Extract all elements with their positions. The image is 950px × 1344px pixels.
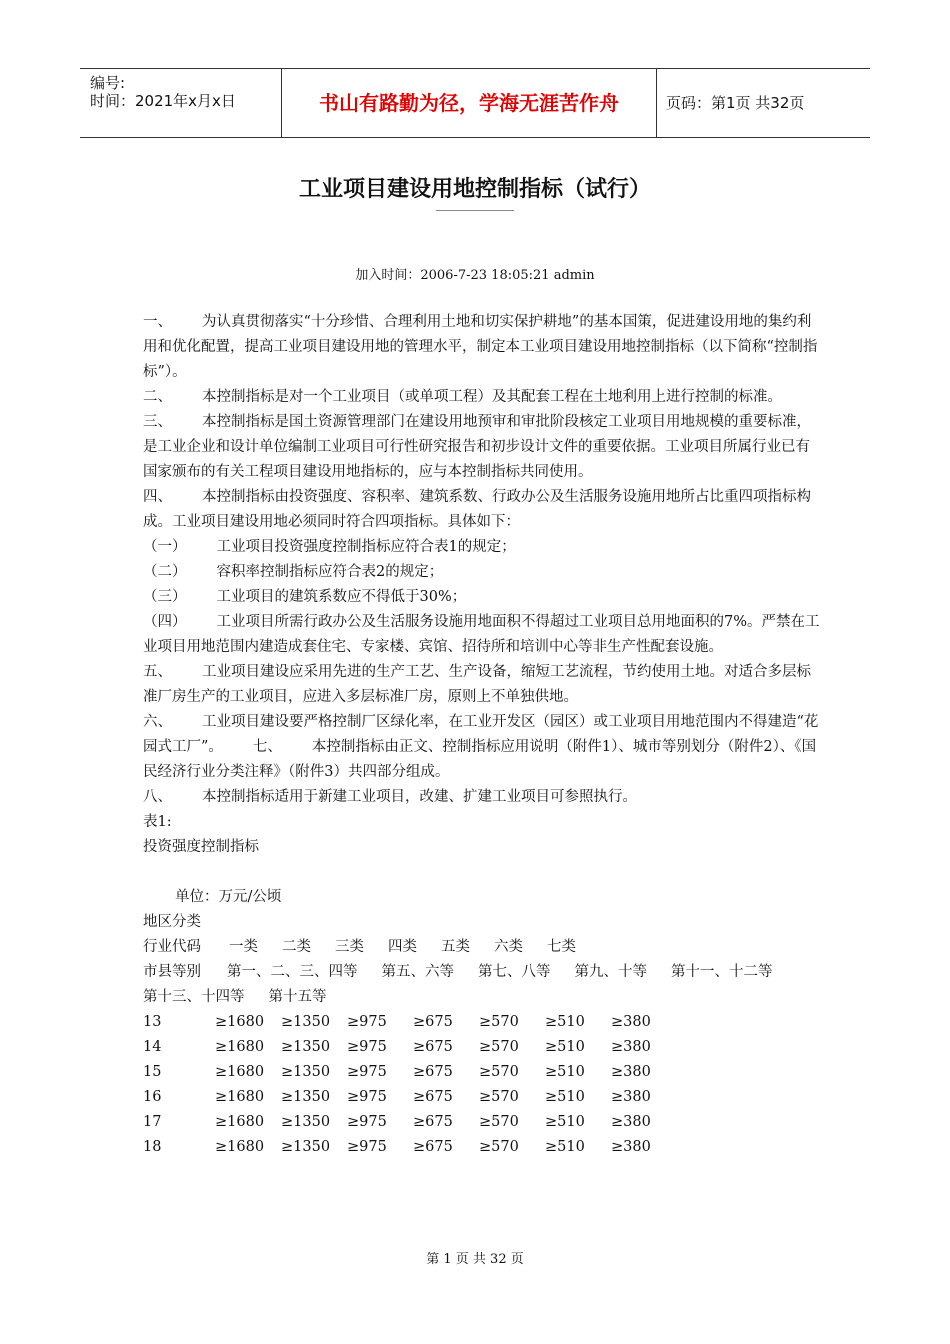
table-cell: ≥975 — [347, 1114, 387, 1130]
table-cell: ≥675 — [413, 1089, 453, 1105]
table-cell: ≥510 — [545, 1014, 585, 1030]
paragraph-text: 本控制指标适用于新建工业项目，改建、扩建工业项目可参照执行。 — [202, 789, 637, 805]
paragraph-number: 六、 — [143, 714, 172, 730]
table-cell: ≥510 — [545, 1139, 585, 1155]
table-cell: ≥1680 — [215, 1064, 265, 1080]
class-header-cell: 一类 — [229, 939, 258, 955]
table-cell: ≥380 — [611, 1089, 651, 1105]
paragraph — [143, 535, 823, 560]
table-cell: ≥570 — [479, 1064, 519, 1080]
city-grade-row — [143, 960, 823, 1010]
table-cell: ≥1680 — [215, 1139, 265, 1155]
paragraph — [143, 310, 823, 385]
doc-number-label: 编号: — [90, 74, 126, 92]
table-cell: ≥675 — [413, 1039, 453, 1055]
city-grade-cell: 第十三、十四等 — [143, 989, 245, 1005]
table-cell: ≥380 — [611, 1014, 651, 1030]
table-cell: ≥1680 — [215, 1014, 265, 1030]
class-header-cell: 三类 — [335, 939, 364, 955]
paragraph-text: 工业项目的建筑系数应不得低于30%； — [216, 589, 467, 605]
industry-code-cell: 13 — [143, 1014, 162, 1030]
table-cell: ≥975 — [347, 1014, 387, 1030]
paragraph-number: 三、 — [143, 414, 172, 430]
page-footer: 第 1 页 共 32 页 — [426, 1252, 524, 1267]
paragraph-number: （三） — [143, 589, 187, 605]
table-row — [143, 1010, 823, 1035]
table-cell: ≥1350 — [281, 1064, 331, 1080]
table-cell: ≥1350 — [281, 1014, 331, 1030]
paragraph — [143, 485, 823, 535]
city-grade-cell: 第七、八等 — [478, 964, 551, 980]
industry-code-cell: 18 — [143, 1139, 162, 1155]
table-name: 投资强度控制指标 — [143, 839, 259, 855]
city-grade-label: 市县等别 — [143, 964, 201, 980]
table-label: 表1: — [143, 814, 172, 830]
table-row — [143, 1035, 823, 1060]
class-header-cell: 六类 — [494, 939, 523, 955]
paragraph-number: 二、 — [143, 389, 172, 405]
title-underline — [436, 210, 514, 211]
table-cell: ≥675 — [413, 1114, 453, 1130]
table-unit: 单位：万元/公顷 — [175, 889, 282, 905]
paragraph-text: 本控制指标是国土资源管理部门在建设用地预审和审批阶段核定工业项目用地规模的重要标准，是工业企业和设计单位编制工业项目可行性研究报告和初步设计文件的重要依据。工业项目所属行业已有国家颁布的有关工程项目建设用地指标的，应与本控制指标共同使用。 — [143, 414, 811, 480]
table-cell: ≥675 — [413, 1139, 453, 1155]
table-cell: ≥510 — [545, 1039, 585, 1055]
industry-code-cell: 14 — [143, 1039, 162, 1055]
table-cell: ≥570 — [479, 1014, 519, 1030]
paragraph-number: （一） — [143, 539, 187, 555]
paragraph — [143, 660, 823, 710]
paragraph-number: 八、 — [143, 789, 172, 805]
paragraph-number: 五、 — [143, 664, 172, 680]
industry-code-cell: 15 — [143, 1064, 162, 1080]
class-header-cell: 二类 — [282, 939, 311, 955]
city-grade-cell: 第九、十等 — [574, 964, 647, 980]
paragraph — [143, 785, 823, 810]
table-cell: ≥975 — [347, 1039, 387, 1055]
paragraph-text: 工业项目投资强度控制指标应符合表1的规定； — [216, 539, 516, 555]
table-cell: ≥380 — [611, 1064, 651, 1080]
paragraph — [143, 585, 823, 610]
page-header — [80, 68, 870, 138]
document-meta: 加入时间：2006-7-23 18:05:21 admin — [355, 268, 595, 283]
table-cell: ≥380 — [611, 1114, 651, 1130]
paragraph — [143, 560, 823, 585]
table-cell: ≥380 — [611, 1139, 651, 1155]
class-header-row — [143, 935, 823, 960]
table-cell: ≥570 — [479, 1089, 519, 1105]
paragraph — [143, 610, 823, 660]
class-header-cell: 七类 — [547, 939, 576, 955]
header-page-info: 页码：第1页 共32页 — [666, 94, 805, 112]
city-grade-cell: 第五、六等 — [381, 964, 454, 980]
industry-code-label: 行业代码 — [143, 939, 201, 955]
table-cell: ≥975 — [347, 1139, 387, 1155]
paragraph-text: 工业项目建设要严格控制厂区绿化率，在工业开发区（园区）或工业项目用地范围内不得建造“花园式工厂”。 — [143, 714, 819, 755]
table-row — [143, 1110, 823, 1135]
industry-code-cell: 16 — [143, 1089, 162, 1105]
city-grade-cell: 第十五等 — [268, 989, 327, 1005]
table-cell: ≥380 — [611, 1039, 651, 1055]
header-motto: 书山有路勤为径，学海无涯苦作舟 — [282, 69, 657, 137]
table-cell: ≥975 — [347, 1064, 387, 1080]
table-cell: ≥570 — [479, 1114, 519, 1130]
table-cell: ≥510 — [545, 1114, 585, 1130]
document-body — [143, 310, 823, 1160]
paragraph-number: 七、 — [252, 739, 282, 755]
paragraph-text: 工业项目所需行政办公及生活服务设施用地面积不得超过工业项目总用地面积的7%。严禁在工业项目用地范围内建造成套住宅、专家楼、宾馆、招待所和培训中心等非生产性配套设施。 — [143, 614, 820, 655]
paragraph — [143, 410, 823, 485]
table-cell: ≥510 — [545, 1064, 585, 1080]
paragraph-text: 容积率控制指标应符合表2的规定； — [216, 564, 444, 580]
region-label: 地区分类 — [143, 914, 201, 930]
city-grade-cell: 第一、二、三、四等 — [227, 964, 358, 980]
table-cell: ≥1680 — [215, 1039, 265, 1055]
city-grade-cell: 第十一、十二等 — [671, 964, 773, 980]
header-info-cell — [80, 69, 282, 137]
table-cell: ≥570 — [479, 1039, 519, 1055]
table-cell: ≥975 — [347, 1089, 387, 1105]
class-header-cell: 五类 — [441, 939, 470, 955]
paragraph-number: 四、 — [143, 489, 172, 505]
table-cell: ≥570 — [479, 1139, 519, 1155]
paragraph-number: 一、 — [143, 314, 172, 330]
paragraph-text: 本控制指标是对一个工业项目（或单项工程）及其配套工程在土地利用上进行控制的标准。 — [202, 389, 782, 405]
paragraph-text: 工业项目建设应采用先进的生产工艺、生产设备，缩短工艺流程，节约使用土地。对适合多层标准厂房生产的工业项目，应进入多层标准厂房，原则上不单独供地。 — [143, 664, 811, 705]
paragraph-text: 为认真贯彻落实“十分珍惜、合理利用土地和切实保护耕地”的基本国策，促进建设用地的集约利用和优化配置，提高工业项目建设用地的管理水平，制定本工业项目建设用地控制指标（以下简称“控制指标”）。 — [143, 314, 818, 380]
industry-code-cell: 17 — [143, 1114, 162, 1130]
doc-time-label: 时间：2021年x月x日 — [90, 92, 236, 110]
table-cell: ≥1680 — [215, 1089, 265, 1105]
table-cell: ≥1350 — [281, 1039, 331, 1055]
paragraph-list — [143, 310, 823, 810]
table-body — [143, 1010, 823, 1160]
paragraph-number: （四） — [143, 614, 187, 630]
class-header-cell: 四类 — [388, 939, 417, 955]
table-row — [143, 1060, 823, 1085]
table-cell: ≥1350 — [281, 1089, 331, 1105]
paragraph — [143, 385, 823, 410]
table-cell: ≥675 — [413, 1014, 453, 1030]
table-cell: ≥510 — [545, 1089, 585, 1105]
paragraph-text: 本控制指标由正文、控制指标应用说明（附件1）、城市等别划分（附件2）、《国民经济行业分类注释》（附件3）共四部分组成。 — [143, 739, 817, 780]
document-title: 工业项目建设用地控制指标（试行） — [298, 177, 651, 202]
paragraph-number: （二） — [143, 564, 187, 580]
table-cell: ≥1350 — [281, 1114, 331, 1130]
paragraph — [143, 710, 823, 785]
table-row — [143, 1085, 823, 1110]
table-cell: ≥1680 — [215, 1114, 265, 1130]
table-cell: ≥1350 — [281, 1139, 331, 1155]
table-cell: ≥675 — [413, 1064, 453, 1080]
table-row — [143, 1135, 823, 1160]
paragraph-text: 本控制指标由投资强度、容积率、建筑系数、行政办公及生活服务设施用地所占比重四项指标构成。工业项目建设用地必须同时符合四项指标。具体如下： — [143, 489, 811, 530]
